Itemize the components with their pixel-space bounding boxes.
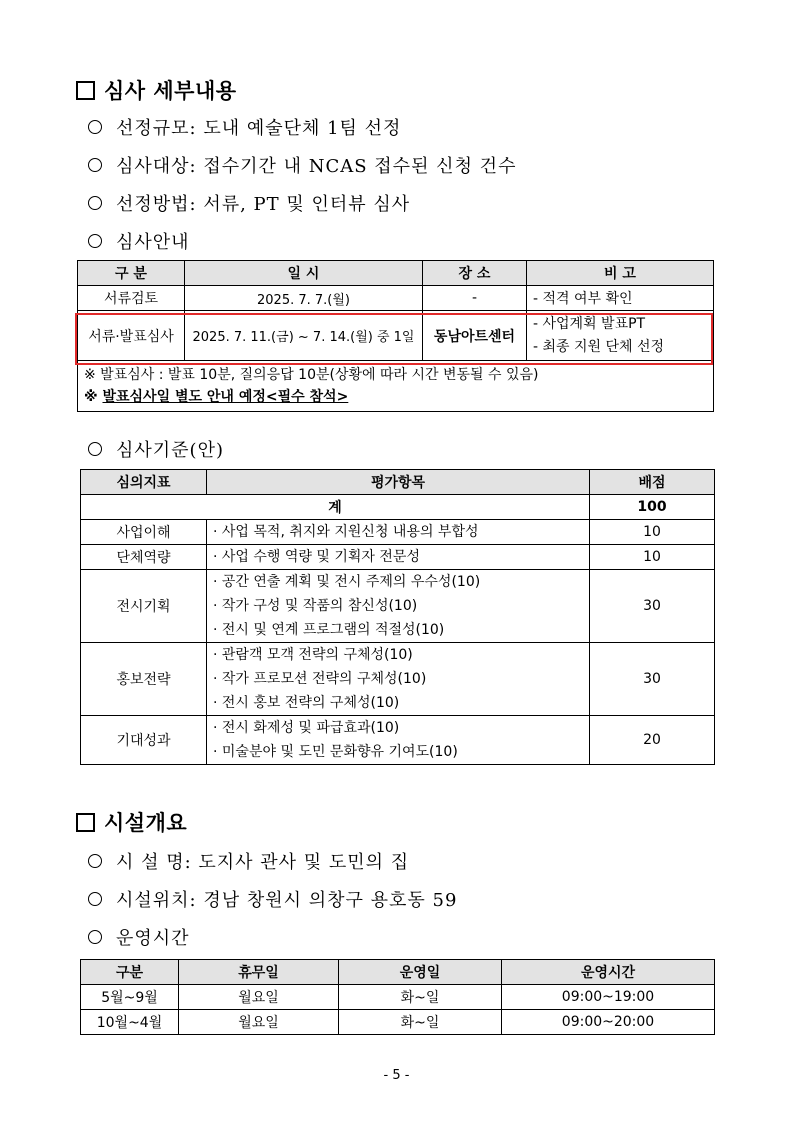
cell-items: · 관람객 모객 전략의 구체성(10) · 작가 프로모션 전략의 구체성(10) · 전시 홍보 전략의 구체성(10) [207, 643, 590, 716]
bullet-facility-location: 시설위치: 경남 창원시 의창구 용호동 59 [88, 886, 457, 912]
circle-bullet-icon [88, 196, 102, 210]
cell-score: 10 [590, 545, 715, 570]
cell-score: 20 [590, 716, 715, 765]
total-label: 계 [81, 495, 590, 520]
page-number: - 5 - [383, 1068, 410, 1083]
table-row [78, 311, 714, 361]
total-row [81, 495, 715, 520]
header-period: 구분 [81, 960, 179, 985]
cell-items: · 사업 목적, 취지와 지원신청 내용의 부합성 [207, 520, 590, 545]
cell-indicator: 단체역량 [81, 545, 207, 570]
section-title: 시설개요 [104, 811, 188, 835]
cell-notes: - 적격 여부 확인 [527, 286, 714, 311]
cell-score: 10 [590, 520, 715, 545]
header-hours: 운영시간 [502, 960, 715, 985]
section-title: 심사 세부내용 [104, 79, 237, 103]
bullet-review-target: 심사대상: 접수기간 내 NCAS 접수된 신청 건수 [88, 152, 516, 178]
header-notes: 비 고 [527, 261, 714, 286]
header-score: 배점 [590, 470, 715, 495]
review-criteria-table [80, 469, 715, 765]
circle-bullet-icon [88, 442, 102, 456]
table-row [81, 643, 715, 716]
table-row [81, 570, 715, 643]
cell-score: 30 [590, 570, 715, 643]
table-header-row [81, 960, 715, 985]
cell-indicator: 홍보전략 [81, 643, 207, 716]
cell-items: · 사업 수행 역량 및 기획자 전문성 [207, 545, 590, 570]
table-row [81, 520, 715, 545]
table-header-row [78, 261, 714, 286]
cell-place: - [423, 286, 527, 311]
table-note-row [78, 361, 714, 412]
cell-type: 서류·발표심사 [78, 311, 185, 361]
circle-bullet-icon [88, 158, 102, 172]
cell-indicator: 전시기획 [81, 570, 207, 643]
total-score: 100 [590, 495, 715, 520]
review-note [78, 361, 714, 412]
header-indicator: 심의지표 [81, 470, 207, 495]
header-place: 장 소 [423, 261, 527, 286]
header-open-days: 운영일 [339, 960, 502, 985]
table-row: 10월~4월 월요일 화~일 09:00~20:00 [81, 1010, 715, 1035]
checkbox-square-icon [76, 81, 95, 100]
bullet-review-guide: 심사안내 [88, 228, 190, 254]
bullet-facility-name: 시 설 명: 도지사 관사 및 도민의 집 [88, 848, 409, 874]
table-row [81, 716, 715, 765]
note-presentation-time: ※ 발표심사 : 발표 10분, 질의응답 10분(상황에 따라 시간 변동될 수 있음) [84, 367, 539, 383]
cell-type: 서류검토 [78, 286, 185, 311]
circle-bullet-icon [88, 892, 102, 906]
bullet-operating-hours: 운영시간 [88, 924, 190, 950]
circle-bullet-icon [88, 854, 102, 868]
circle-bullet-icon [88, 120, 102, 134]
checkbox-square-icon [76, 813, 95, 832]
cell-indicator: 기대성과 [81, 716, 207, 765]
bullet-selection-scale: 선정규모: 도내 예술단체 1팀 선정 [88, 114, 401, 140]
operating-hours-table [80, 959, 715, 1035]
cell-indicator: 사업이해 [81, 520, 207, 545]
table-header-row [81, 470, 715, 495]
cell-notes: - 사업계획 발표PT - 최종 지원 단체 선정 [527, 311, 714, 361]
header-closed-day: 휴무일 [179, 960, 339, 985]
section-heading-facility [76, 807, 187, 837]
cell-date: 2025. 7. 7.(월) [185, 286, 423, 311]
header-date: 일 시 [185, 261, 423, 286]
bullet-review-criteria: 심사기준(안) [88, 436, 224, 462]
table-row: 5월~9월 월요일 화~일 09:00~19:00 [81, 985, 715, 1010]
bullet-selection-method: 선정방법: 서류, PT 및 인터뷰 심사 [88, 190, 410, 216]
review-schedule-table [77, 260, 714, 412]
circle-bullet-icon [88, 234, 102, 248]
table-row [78, 286, 714, 311]
cell-items: · 전시 화제성 및 파급효과(10) · 미술분야 및 도민 문화향유 기여도(10) [207, 716, 590, 765]
cell-items: · 공간 연출 계획 및 전시 주제의 우수성(10) · 작가 구성 및 작품의 참신성(10) · 전시 및 연계 프로그램의 적절성(10) [207, 570, 590, 643]
cell-date: 2025. 7. 11.(금) ~ 7. 14.(월) 중 1일 [185, 311, 423, 361]
circle-bullet-icon [88, 930, 102, 944]
cell-score: 30 [590, 643, 715, 716]
note-attendance: ※ 발표심사일 별도 안내 예정<필수 참석> [84, 389, 349, 405]
header-type: 구 분 [78, 261, 185, 286]
header-items: 평가항목 [207, 470, 590, 495]
table-row [81, 545, 715, 570]
section-heading-review [76, 75, 237, 105]
cell-place: 동남아트센터 [423, 311, 527, 361]
